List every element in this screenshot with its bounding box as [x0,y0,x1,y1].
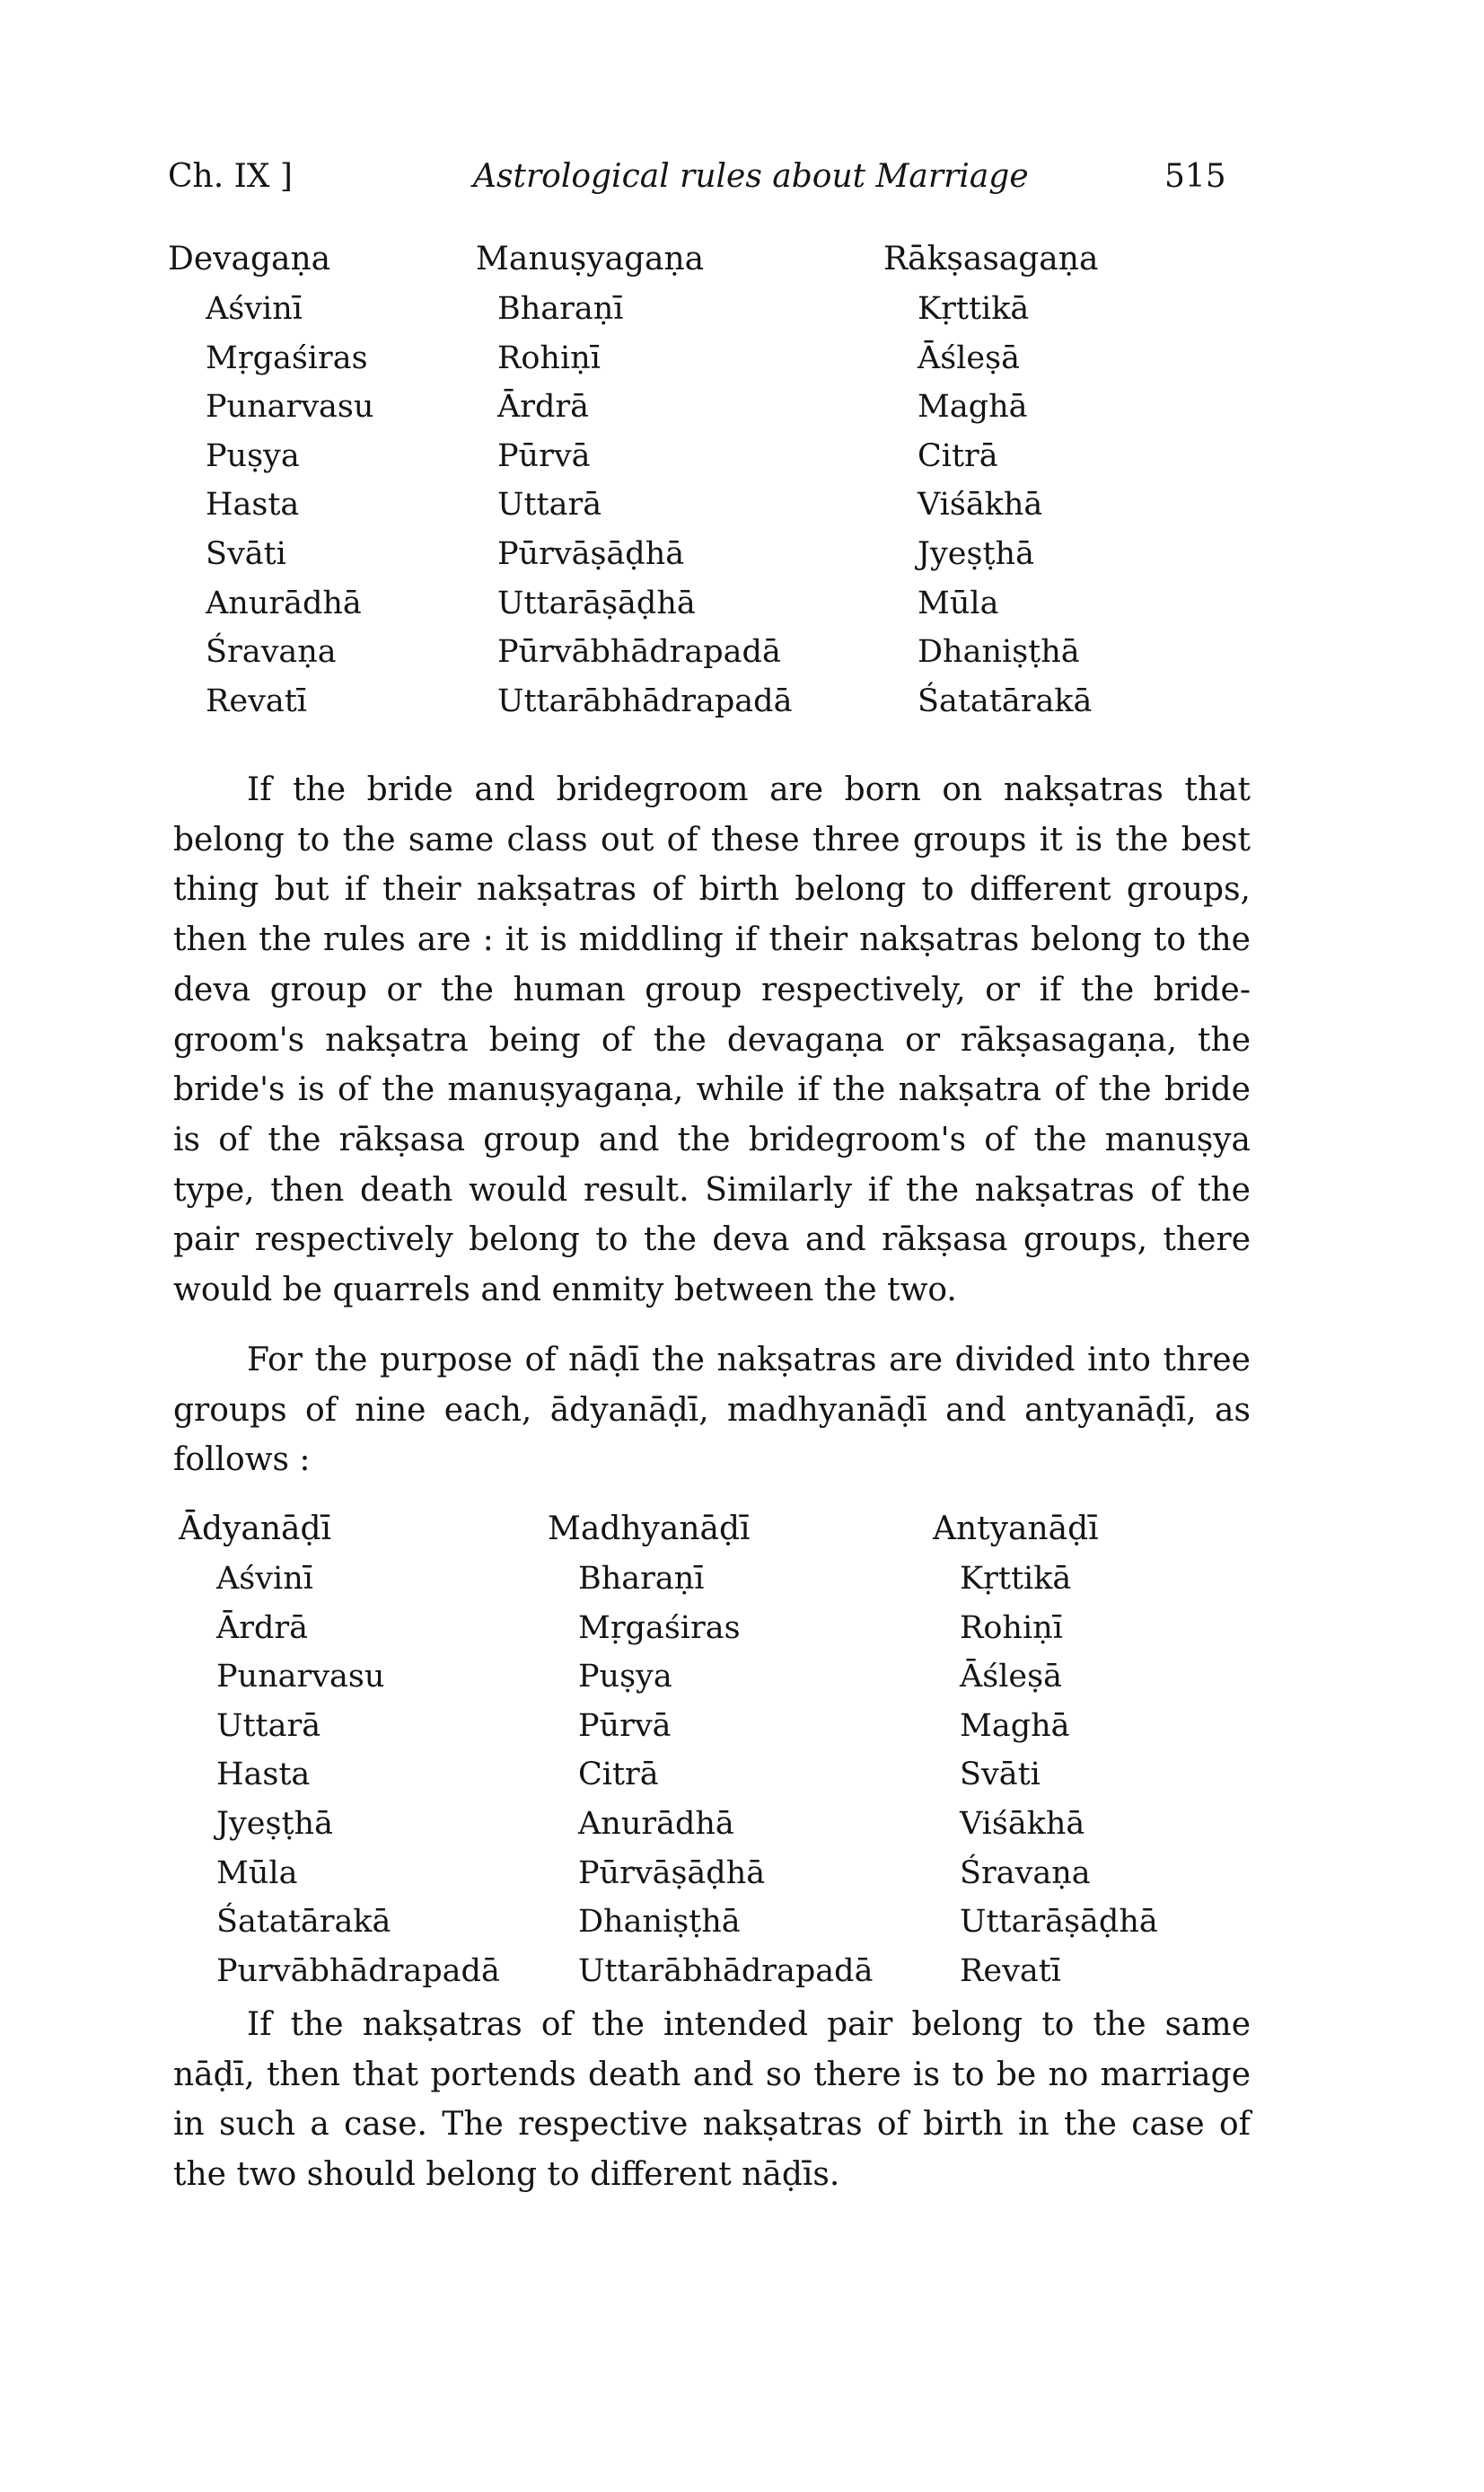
nakshatra-item: Hasta [206,487,300,524]
nakshatra-item: Pūrvā [578,1707,672,1744]
nakshatra-item: Citrā [578,1757,659,1793]
nadi-column-madhyanadi [548,1510,873,1995]
nakshatra-item: Śravaṇa [960,1854,1091,1891]
running-title: Astrological rules about Marriage [473,158,1029,195]
nakshatra-item: Svāti [960,1757,1041,1793]
page-header [168,158,1245,203]
nakshatra-item: Rohiṇī [960,1609,1063,1646]
nakshatra-item: Citrā [918,437,998,474]
column-heading: Devagaṇa [168,241,331,277]
chapter-label: Ch. IX ] [168,158,293,195]
page-number: 515 [1164,158,1226,195]
nakshatra-item: Anurādhā [578,1805,734,1842]
nakshatra-item: Uttarāṣāḍhā [960,1904,1158,1941]
nakshatra-item: Śatatārakā [918,682,1093,719]
nakshatra-item: Maghā [918,389,1028,426]
paragraph-gana-rules: If the bride and bridegroom are born on nakṣatras that belong to the same class out of these three groups it is the best thing but if their nakṣatras of birth belong to different groups, then the rules are : it is middling if their nakṣatras belong to the deva group or the human group respectively, or if the bride-groom's nakṣatra being of the devagaṇa or rākṣasagaṇa, the bride's is of the manuṣyagaṇa, while if the nakṣatra of the bride is of the rākṣasa group and the bridegroom's of the manuṣya type, then death would result. Similarly if the nakṣatras of the pair respectively belong to the deva and rākṣasa groups, there would be quarrels and enmity between the two. [173,771,1251,1309]
nakshatra-item: Jyeṣṭhā [216,1805,333,1842]
nakshatra-item: Kṛttikā [918,291,1030,327]
gana-column-raksasagana [883,241,1098,726]
nakshatra-item: Āśleṣā [960,1659,1062,1695]
nakshatra-item: Revatī [960,1952,1061,1989]
nadi-column-adyanadi [179,1510,500,1995]
nakshatra-item: Maghā [960,1707,1070,1744]
paragraph-nadi-rule: If the nakṣatras of the intended pair belong to the same nāḍī, then that portends death and so there is to be no marriage in such a case. The respective nakṣatras of birth in the case of the two should belong to different nāḍīs. [173,2006,1251,2194]
nakshatra-item: Śatatārakā [216,1904,391,1941]
nakshatra-item: Punarvasu [206,389,374,426]
nakshatra-item: Puṣya [206,437,300,474]
nakshatra-item: Dhaniṣṭhā [918,634,1080,671]
paragraph-nadi-intro: For the purpose of nāḍī the nakṣatras are divided into three groups of nine each, ādyanāḍī, madhyanāḍī and antyanāḍī, as follows : [173,1342,1251,1479]
nakshatra-item: Anurādhā [206,585,362,621]
column-heading: Rākṣasagaṇa [883,241,1099,277]
column-heading: Madhyanāḍī [548,1510,751,1547]
nakshatra-item: Pūrvāṣāḍhā [578,1854,766,1891]
nakshatra-item: Pūrvāṣāḍhā [497,535,685,572]
nakshatra-item: Mūla [216,1854,298,1891]
nakshatra-item: Bharaṇī [497,291,624,327]
nakshatra-item: Bharaṇī [578,1561,705,1597]
nakshatra-item: Revatī [206,682,307,719]
nakshatra-item: Kṛttikā [960,1561,1072,1597]
nakshatra-item: Ārdrā [216,1609,309,1646]
nakshatra-item: Dhaniṣṭhā [578,1904,741,1941]
nakshatra-item: Svāti [206,535,286,572]
nakshatra-item: Uttarā [216,1707,321,1744]
nakshatra-item: Uttarā [497,487,602,524]
column-heading: Antyanāḍī [933,1510,1099,1547]
nakshatra-item: Viśākhā [918,487,1043,524]
nakshatra-item: Viśākhā [960,1805,1085,1842]
nakshatra-item: Hasta [216,1757,311,1793]
nakshatra-item: Uttarāṣāḍhā [497,585,696,621]
column-heading: Manuṣyagaṇa [476,241,705,277]
nakshatra-item: Punarvasu [216,1659,385,1695]
nakshatra-item: Pūrvābhādrapadā [497,634,781,671]
nakshatra-item: Aśvinī [206,291,303,327]
nakshatra-item: Rohiṇī [497,339,601,376]
nakshatra-item: Śravaṇa [206,634,337,671]
nakshatra-item: Uttarābhādrapadā [497,682,793,719]
nakshatra-item: Aśvinī [216,1561,313,1597]
nakshatra-item: Puṣya [578,1659,672,1695]
nakshatra-item: Mūla [918,585,999,621]
nakshatra-item: Āśleṣā [918,339,1020,376]
nakshatra-item: Mṛgaśiras [578,1609,741,1646]
nakshatra-item: Pūrvā [497,437,591,474]
nakshatra-item: Mṛgaśiras [206,339,368,376]
nakshatra-item: Jyeṣṭhā [918,535,1034,572]
nakshatra-item: Ārdrā [497,389,590,426]
nakshatra-item: Purvābhādrapadā [216,1952,500,1989]
gana-column-manusyagana [476,241,792,726]
nadi-column-antyanadi [933,1510,1158,1995]
gana-column-devagana [168,241,373,726]
nakshatra-item: Uttarābhādrapadā [578,1952,874,1989]
column-heading: Ādyanāḍī [179,1510,332,1547]
